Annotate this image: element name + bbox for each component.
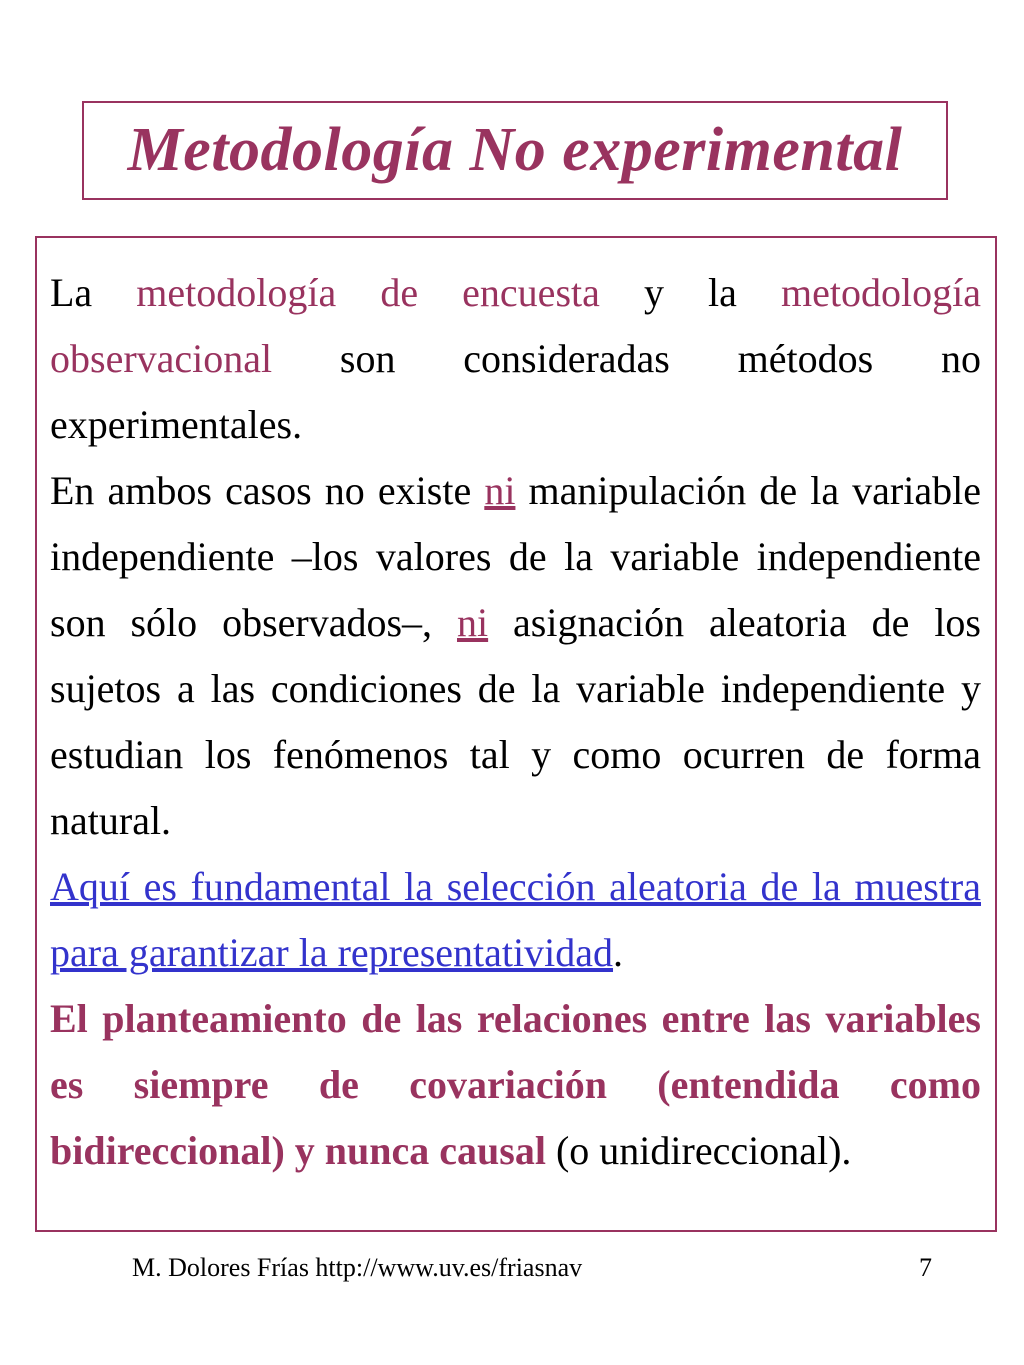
p2-text-1: En ambos casos no existe [50, 468, 485, 513]
paragraph-random-selection [50, 854, 981, 986]
paragraph-methods [50, 260, 981, 458]
p1-text-1: La [50, 270, 137, 315]
paragraph-covariation [50, 986, 981, 1184]
p1-text-5: son consideradas métodos no experimentales. [50, 336, 981, 447]
term-survey-methodology: metodología de encuesta [136, 270, 600, 315]
covariation-statement: El planteamiento de las relaciones entre las variables es siempre de covariación (entendida como bidireccional) y nunca causal [50, 996, 981, 1173]
page-number: 7 [919, 1253, 932, 1282]
footer-author: M. Dolores Frías http://www.uv.es/friasnav [132, 1253, 583, 1282]
term-observational-methodology: metodología observacional [50, 270, 981, 381]
p1-text-3: y la [599, 270, 782, 315]
random-selection-link[interactable]: Aquí es fundamental la selección aleatoria de la muestra para garantizar la representatividad [50, 864, 981, 975]
p3-period: . [613, 930, 624, 975]
content-box [35, 236, 997, 1232]
p4-text-2: (o unidireccional). [545, 1128, 852, 1173]
ni-emphasis-2: ni [457, 600, 489, 645]
ni-emphasis-1: ni [484, 468, 516, 513]
title-box [82, 101, 948, 200]
p2-text-3: manipulación de la variable independiente –los valores de la variable independiente son sólo observados–, [50, 468, 981, 645]
paragraph-no-manipulation [50, 458, 981, 854]
slide-title: Metodología No experimental [127, 116, 903, 184]
p2-text-5: asignación aleatoria de los sujetos a las condiciones de la variable independiente y estudian los fenómenos tal y como ocurren de forma natural. [50, 600, 981, 843]
